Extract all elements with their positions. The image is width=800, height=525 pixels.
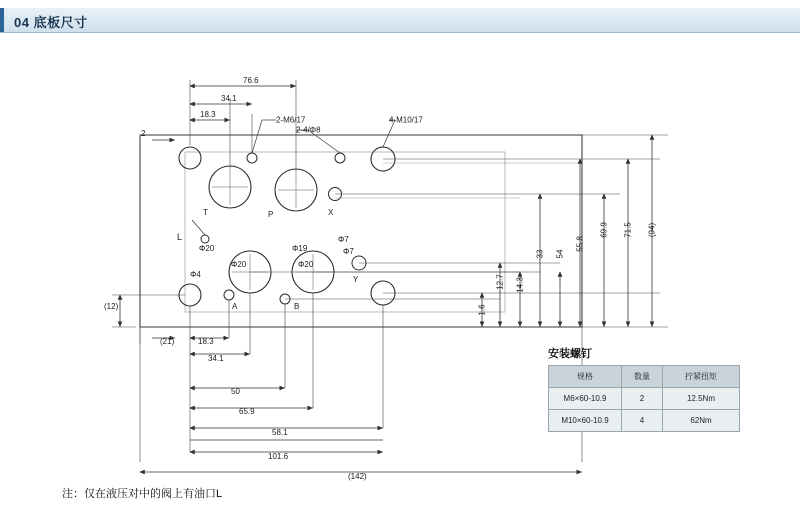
dim-34-1-top: 34.1 bbox=[221, 94, 237, 103]
dim-50: 50 bbox=[231, 387, 240, 396]
port-label-t: T bbox=[203, 208, 208, 217]
table-row bbox=[549, 388, 740, 410]
dim-18-3-top: 18.3 bbox=[200, 110, 216, 119]
diameter-y: Φ7 bbox=[343, 247, 354, 256]
dim-71-5: 71.5 bbox=[623, 222, 633, 238]
dim-34-1-bottom: 34.1 bbox=[208, 354, 224, 363]
dim-76-6: 76.6 bbox=[243, 76, 259, 85]
dim-55-8: 55.8 bbox=[575, 236, 585, 252]
header-accent-bar bbox=[0, 8, 4, 32]
port-label-y: Y bbox=[353, 275, 359, 284]
table-row bbox=[549, 410, 740, 432]
port-label-x: X bbox=[328, 208, 334, 217]
column-header-qty: 数量 bbox=[622, 366, 663, 388]
dim-58-1: 58.1 bbox=[272, 428, 288, 437]
mounting-screw-table-block bbox=[548, 345, 740, 432]
dim-69-9: 69.9 bbox=[599, 222, 609, 238]
port-label-l: L bbox=[177, 232, 183, 242]
table-title: 安装螺钉 bbox=[548, 348, 592, 360]
diameter-b: Φ20 bbox=[298, 260, 314, 269]
section-header bbox=[0, 8, 800, 33]
dim-18-3-bottom: 18.3 bbox=[198, 337, 214, 346]
column-header-spec: 规格 bbox=[549, 366, 622, 388]
dim-1-6: 1.6 bbox=[477, 304, 487, 316]
dim-101-6: 101.6 bbox=[268, 452, 289, 461]
dim-12-7: 12.7 bbox=[495, 274, 505, 290]
port-label-b: B bbox=[294, 302, 300, 311]
dim-14-3: 14.3 bbox=[515, 277, 525, 293]
dim-54: 54 bbox=[555, 249, 565, 259]
cell-torque: 12.5Nm bbox=[663, 388, 740, 410]
dim-2: 2 bbox=[141, 129, 146, 138]
cell-spec: M10×60-10.9 bbox=[549, 410, 622, 432]
cell-torque: 62Nm bbox=[663, 410, 740, 432]
diameter-l: Φ4 bbox=[190, 270, 201, 279]
footnote: 注：仅在液压对中的阀上有油口L bbox=[62, 488, 223, 500]
diameter-a: Φ20 bbox=[231, 260, 247, 269]
cell-qty: 4 bbox=[622, 410, 663, 432]
port-label-p: P bbox=[268, 210, 274, 219]
callout-4-m10-17: 4-M10/17 bbox=[389, 115, 423, 125]
dim-21: (21) bbox=[160, 337, 175, 346]
diameter-x: Φ7 bbox=[338, 235, 349, 244]
cell-qty: 2 bbox=[622, 388, 663, 410]
dim-65-9: 65.9 bbox=[239, 407, 255, 416]
dim-94: (94) bbox=[647, 222, 657, 238]
diameter-p: Φ19 bbox=[292, 244, 308, 253]
callout-2-m6-17: 2-M6/17 bbox=[276, 115, 306, 125]
callout-2-phi8: 2-4/Φ8 bbox=[296, 125, 321, 135]
cell-spec: M6×60-10.9 bbox=[549, 388, 622, 410]
table-header-row bbox=[549, 366, 740, 388]
dim-33: 33 bbox=[535, 249, 545, 259]
page-title: 04 底板尺寸 bbox=[14, 15, 88, 30]
dim-12: (12) bbox=[104, 302, 119, 311]
dim-142: (142) bbox=[348, 472, 367, 481]
diameter-t: Φ20 bbox=[199, 244, 215, 253]
port-label-a: A bbox=[232, 302, 238, 311]
column-header-torque: 拧紧扭矩 bbox=[663, 366, 740, 388]
mounting-screw-table bbox=[548, 365, 740, 432]
